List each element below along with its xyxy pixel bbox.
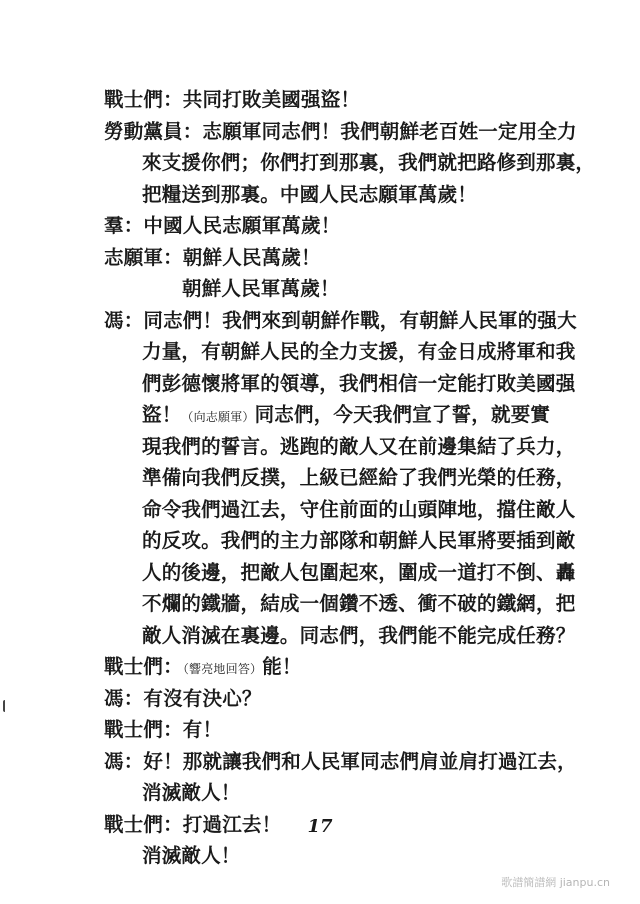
text-line: 戰士們：共同打敗美國强盜！: [104, 88, 361, 111]
text-line: 朝鮮人民軍萬歲！: [182, 277, 340, 300]
stage-direction: （向志願軍）: [181, 410, 255, 424]
text-line: 馮：好！那就讓我們和人民軍同志們肩並肩打過江去，: [104, 749, 577, 773]
text-line: 準備向我們反撲，上級已經給了我們光榮的任務，: [142, 466, 576, 489]
text-line: 勞動黨員：志願軍同志們！我們朝鮮老百姓一定用全力: [104, 119, 577, 143]
text-segment: 盜！: [142, 403, 182, 426]
text-segment: 同志們，今天我們宣了誓，就要實: [254, 403, 551, 426]
text-line: [104, 399, 604, 431]
stage-direction: （響亮地回答）: [182, 662, 263, 676]
text-line: 羣：中國人民志願軍萬歲！: [104, 214, 341, 237]
text-line: 志願軍：朝鮮人民萬歲！: [104, 245, 321, 269]
text-line: 馮：同志們！我們來到朝鮮作戰，有朝鮮人民軍的强大: [104, 308, 577, 332]
speaker-label: 戰士們：: [104, 655, 183, 678]
text-line: 敵人消滅在裏邊。同志們，我們能不能完成任務？: [142, 623, 576, 647]
text-line: 消滅敵人！: [142, 781, 241, 804]
text-line: 來支援你們；你們打到那裏，我們就把路修到那裏，: [142, 151, 596, 174]
text-line: 人的後邊，把敵人包圍起來，圍成一道打不倒、轟: [142, 560, 576, 584]
text-line: 不爛的鐵牆，結成一個鑽不透、衝不破的鐵網，把: [142, 592, 576, 615]
text-line: 戰士們：有！: [104, 718, 223, 741]
text-line: 把糧送到那裏。中國人民志願軍萬歲！: [142, 182, 477, 206]
text-line: 現我們的誓言。逃跑的敵人又在前邊集結了兵力，: [142, 434, 576, 458]
text-line: 命令我們過江去，守住前面的山頭陣地，擋住敵人: [142, 497, 576, 521]
text-line: 的反攻。我們的主力部隊和朝鮮人民軍將要插到敵: [142, 529, 576, 552]
margin-mark: [3, 700, 10, 712]
text-line: [104, 651, 604, 683]
text-segment: 能！: [262, 655, 302, 678]
text-line: 戰士們：打過江去！: [104, 812, 282, 836]
page-number: 17: [307, 816, 333, 837]
text-line: 消滅敵人！: [142, 844, 241, 867]
text-line: 馮：有沒有決心？: [104, 686, 262, 710]
text-line: 們彭德懷將軍的領導，我們相信一定能打敗美國强: [142, 371, 576, 395]
watermark: 歌譜簡譜網 jianpu.cn: [501, 876, 610, 889]
script-text: [104, 84, 604, 872]
text-line: 力量，有朝鮮人民的全力支援，有金日成將軍和我: [142, 340, 576, 363]
